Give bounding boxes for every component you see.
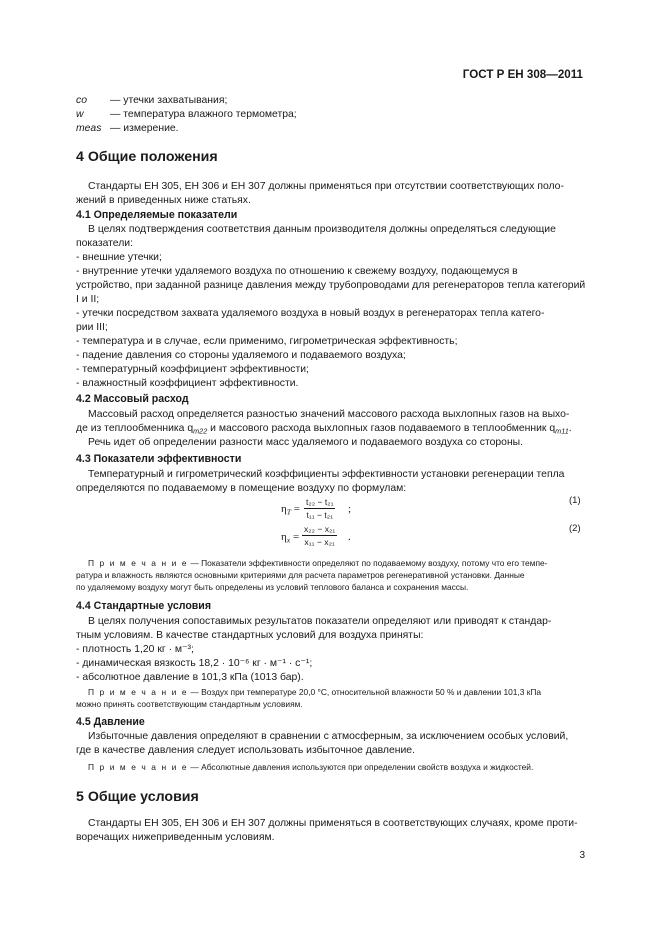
subsection-4-2-line-2: де из теплообменника $q_{m22}$ и массового расхода выхлопных газов подаваемого в теплообменник $q_{m11}$.	[76, 423, 572, 436]
formula-2-tail: .	[348, 531, 351, 543]
list-item: - влажностный коэффициент эффективности.	[76, 378, 299, 389]
abbr-key-meas: meas	[76, 123, 102, 134]
subsection-4-2-line-3: Речь идет об определении разности масс удаляемого и подаваемого воздуха со стороны.	[88, 437, 524, 448]
note-4-4-line-2: можно принять соответствующим стандартным условиям.	[76, 699, 303, 709]
formula-1-numerator: t₂₂ − t₂₁	[306, 497, 334, 507]
note-4-3-line-1: П р и м е ч а н и е — Показатели эффективности определяют по подаваемому воздуху, потому что его темпе-	[88, 558, 548, 568]
subsection-4-3-title: 4.3 Показатели эффективности	[76, 453, 242, 465]
list-item: - внешние утечки;	[76, 252, 162, 263]
list-item: - падение давления со стороны удаляемого и подаваемого воздуха;	[76, 350, 406, 361]
abbr-key-w: w	[76, 109, 84, 120]
subsection-4-1-title: 4.1 Определяемые показатели	[76, 209, 238, 221]
list-item: - утечки посредством захвата удаляемого воздуха в новый воздух в регенераторах тепла катего-	[76, 308, 545, 319]
subsection-4-4-title: 4.4 Стандартные условия	[76, 600, 212, 612]
subsection-4-2-line-1: Массовый расход определяется разностью значений массового расхода выхлопных газов на выхо-	[88, 409, 570, 420]
list-item: - абсолютное давление в 101,3 кПа (1013 бар).	[76, 672, 304, 683]
section-5-line-1: Стандарты ЕН 305, ЕН 306 и ЕН 307 должны применяться в соответствующих случаях, кроме проти-	[88, 818, 578, 829]
formula-2-denominator: x₁₁ − x₂₁	[304, 537, 335, 547]
section-4-title: 4 Общие положения	[76, 149, 218, 165]
formula-2-number: (2)	[569, 523, 581, 534]
formula-2-lhs: $\eta_x$ =	[281, 531, 300, 545]
section-4-intro-line-1: Стандарты ЕН 305, ЕН 306 и ЕН 307 должны применяться при отсутствии соответствующих поло-	[88, 181, 564, 192]
formula-1-number: (1)	[569, 495, 581, 506]
subsection-4-4-line-1: В целях получения сопоставимых результатов показатели определяют или приводят к стандар-	[88, 616, 552, 627]
formula-2-numerator: x₂₂ − x₂₁	[304, 524, 336, 534]
abbr-text-co: — утечки захватывания;	[110, 95, 228, 106]
formula-1-denominator: t₁₁ − t₂₁	[306, 510, 334, 520]
formula-1-lhs: $\eta_T$ =	[281, 503, 301, 517]
list-item: - плотность 1,20 кг · м⁻³;	[76, 644, 194, 655]
note-4-3-line-3: по удаляемому воздуху могут быть определены из условий теплового баланса и сохранения массы.	[76, 582, 469, 592]
subsection-4-3-line-2: определяются по подаваемому в помещение воздуху по формулам:	[76, 483, 407, 494]
subsection-4-3-line-1: Температурный и гигрометрический коэффициенты эффективности установки регенерации тепла	[88, 469, 565, 480]
abbr-key-co: co	[76, 95, 87, 106]
subsection-4-5-title: 4.5 Давление	[76, 716, 145, 728]
subsection-4-2-title: 4.2 Массовый расход	[76, 393, 189, 405]
abbr-text-meas: — измерение.	[110, 123, 179, 134]
note-4-3-line-2: ратура и влажность являются основными критериями для расчета параметров регенеративной установки. Данные	[76, 570, 525, 580]
section-5-line-2: воречащих нижеприведенным условиям.	[76, 832, 275, 843]
formula-1-tail: ;	[348, 503, 352, 515]
abbr-text-w: — температура влажного термометра;	[110, 109, 297, 120]
page-number: 3	[579, 850, 585, 861]
subsection-4-4-line-2: тным условиям. В качестве стандартных условий для воздуха приняты:	[76, 630, 424, 641]
section-4-intro-line-2: жений в приведенных ниже статьях.	[76, 195, 251, 206]
note-4-4-line-1: П р и м е ч а н и е — Воздух при температуре 20,0 °С, относительной влажности 50 % и давлении 101,3 кПа	[88, 687, 542, 697]
list-item: рии III;	[76, 322, 108, 333]
formula-1-fraction	[304, 497, 335, 520]
subsection-4-1-para-line-1: В целях подтверждения соответствия данным производителя должны определяться следующие	[88, 224, 556, 235]
list-item: I и II;	[76, 294, 100, 305]
subsection-4-1-para-line-2: показатели:	[76, 238, 133, 249]
list-item: устройство, при заданной разнице давления между трубопроводами для регенераторов тепла категорий	[76, 280, 586, 291]
formula-2-fraction	[302, 524, 337, 547]
list-item: - внутренние утечки удаляемого воздуха по отношению к свежему воздуху, подающемуся в	[76, 266, 518, 277]
list-item: - динамическая вязкость 18,2 · 10⁻⁶ кг · м⁻¹ · с⁻¹;	[76, 658, 313, 669]
subsection-4-5-line-1: Избыточные давления определяют в сравнении с атмосферным, за исключением особых условий,	[88, 731, 569, 742]
subsection-4-5-line-2: где в качестве давления следует использовать избыточное давление.	[76, 745, 415, 756]
note-4-5-line-1: П р и м е ч а н и е — Абсолютные давления используются при определении свойств воздуха и жидкостей.	[88, 762, 534, 772]
list-item: - температурный коэффициент эффективности;	[76, 364, 309, 375]
list-item: - температура и в случае, если применимо, гигрометрическая эффективность;	[76, 336, 458, 347]
section-5-title: 5 Общие условия	[76, 789, 199, 805]
document-header: ГОСТ Р ЕН 308—2011	[462, 68, 583, 81]
